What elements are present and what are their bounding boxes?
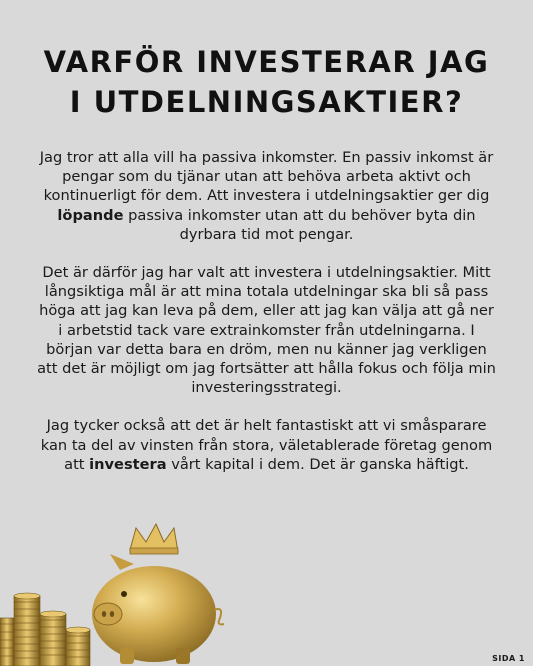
piggy-bank-illustration: [0, 510, 240, 666]
piggy-bank-icon: [92, 524, 224, 664]
page-title-line-2: I UTDELNINGSAKTIER?: [69, 85, 464, 119]
paragraph-3: [36, 416, 497, 474]
paragraph-1-bold-word: löpande: [57, 206, 124, 224]
page-title-line-1: VARFÖR INVESTERAR JAG: [43, 45, 490, 79]
body-text: [36, 148, 497, 493]
paragraph-3-bold-word: investera: [89, 455, 167, 473]
paragraph-1-text-end: passiva inkomster utan att du behöver byta din dyrbara tid mot pengar.: [123, 206, 476, 243]
paragraph-1-text-start: Jag tror att alla vill ha passiva inkomster. En passiv inkomst är pengar som du tjänar utan att behöva arbeta aktivt och kontinuerligt för dem. Att investera i utdelningsaktier ger dig: [39, 149, 494, 205]
page-number-label: SIDA 1: [492, 654, 525, 663]
coin-stacks-icon: [0, 593, 90, 666]
paragraph-1: [36, 148, 497, 244]
paragraph-3-text-start: Jag tycker också att det är helt fantastiskt att vi småsparare kan ta del av vinsten från stora, väletablerade företag genom att: [40, 417, 493, 473]
paragraph-3-text-end: vårt kapital i dem. Det är ganska häftigt.: [166, 455, 469, 473]
paragraph-2: Det är därför jag har valt att investera i utdelningsaktier. Mitt långsiktiga mål är att mina totala utdelningar ska bli så pass höga att jag kan leva på dem, eller att jag kan välja att gå ner i arbetstid tack vare extrainkomster från utdelningarna. I början var detta bara en dröm, men nu känner jag verkligen att det är möjligt om jag fortsätter att hålla fokus och följa min investeringsstrategi.: [37, 264, 496, 397]
page-title: [0, 42, 533, 122]
